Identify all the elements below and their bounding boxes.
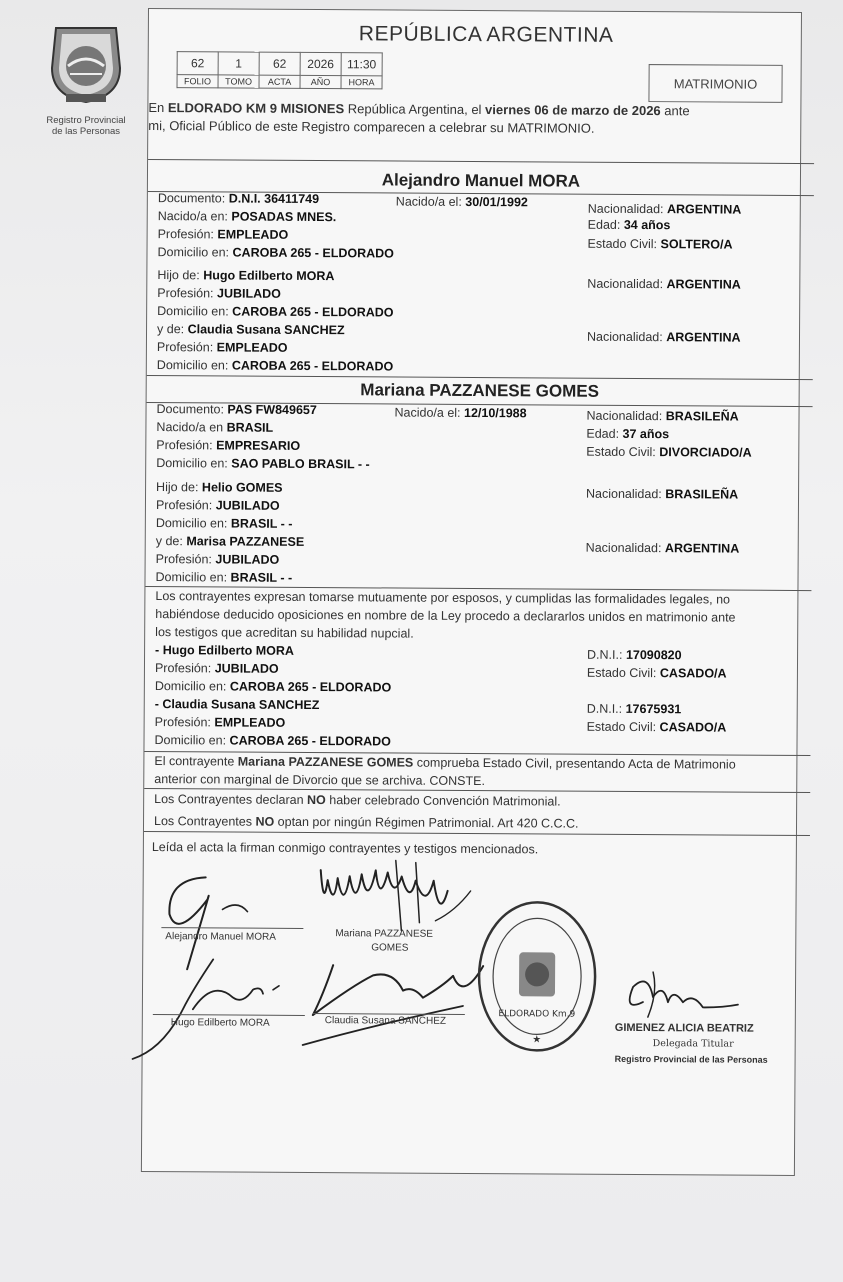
svg-text:★: ★ (532, 1034, 542, 1046)
spouse1-father-profession: Profesión: JUBILADO (157, 286, 281, 301)
signature-label-mariana: Mariana PAZZANESE (335, 928, 434, 940)
spouse2-profession: Profesión: EMPRESARIO (156, 438, 301, 453)
reading-note: Leída el acta la firman conmigo contrayentes y testigos mencionados. (151, 840, 539, 857)
spouse2-mother: y de: Marisa PAZZANESE (155, 534, 305, 549)
witness2-dni: D.N.I.: 17675931 (586, 701, 682, 717)
signature-label-hugo: Hugo Edilberto MORA (170, 1017, 270, 1029)
signature-hugo (123, 949, 304, 1070)
anio-value: 2026 (300, 52, 341, 75)
spouse2-birthdate: Nacido/a el: 12/10/1988 (394, 405, 527, 421)
spouse1-civil-status: Estado Civil: SOLTERO/A (587, 236, 733, 252)
intro-text: En ELDORADO KM 9 MISIONES República Argentina, el viernes 06 de marzo de 2026 ante mi, Oficial Público de este Registro comparecen a celebrar su MATRIMONIO. (148, 100, 690, 136)
registry-logo (40, 22, 132, 137)
document-title: REPÚBLICA ARGENTINA (358, 22, 614, 47)
spouse1-mother-profession: Profesión: EMPLEADO (156, 340, 288, 355)
witness1-dni: D.N.I.: 17090820 (587, 647, 682, 663)
marriage-certificate (141, 8, 802, 1176)
spouse2-birthplace: Nacido/a en BRASIL (156, 420, 274, 435)
witness2-address: Domicilio en: CAROBA 265 - ELDORADO (154, 733, 391, 749)
spouse2-father: Hijo de: Helio GOMES (156, 480, 283, 495)
spouse2-father-profession: Profesión: JUBILADO (155, 498, 280, 513)
witness1-name: - Hugo Edilberto MORA (155, 643, 294, 658)
spouse1-father-nationality: Nacionalidad: ARGENTINA (587, 276, 741, 292)
spouse2-father-nationality: Nacionalidad: BRASILEÑA (585, 486, 739, 502)
spouse2-civil-status: Estado Civil: DIVORCIADO/A (586, 444, 752, 460)
anio-label: AÑO (300, 75, 341, 88)
spouse2-father-address: Domicilio en: BRASIL - - (155, 516, 293, 531)
tomo-value: 1 (218, 52, 259, 75)
spouse1-birthplace: Nacido/a en: POSADAS MNES. (157, 209, 337, 225)
folio-label: FOLIO (177, 75, 218, 88)
folio-value: 62 (177, 52, 218, 75)
spouse1-address: Domicilio en: CAROBA 265 - ELDORADO (157, 245, 394, 261)
spouse1-nationality: Nacionalidad: ARGENTINA (587, 201, 742, 217)
officer-role: Delegada Titular (652, 1038, 734, 1050)
official-stamp (473, 896, 602, 1057)
witness2-name: - Claudia Susana SANCHEZ (154, 697, 320, 713)
hora-value: 11:30 (341, 53, 382, 76)
witness1-profession: Profesión: JUBILADO (154, 661, 279, 676)
spouse2-nationality: Nacionalidad: BRASILEÑA (586, 408, 739, 424)
acta-value: 62 (259, 52, 300, 75)
spouse2-address: Domicilio en: SAO PABLO BRASIL - - (156, 456, 370, 472)
spouse1-mother: y de: Claudia Susana SANCHEZ (156, 322, 345, 338)
officer-name: GIMENEZ ALICIA BEATRIZ (614, 1021, 754, 1035)
spouse2-mother-address: Domicilio en: BRASIL - - (155, 570, 293, 585)
logo-caption: Registro Provincial de las Personas (46, 115, 126, 137)
province-seal-icon (46, 22, 126, 106)
spouse1-father-address: Domicilio en: CAROBA 265 - ELDORADO (157, 304, 394, 320)
witness1-civil-status: Estado Civil: CASADO/A (586, 665, 727, 681)
acta-label: ACTA (259, 75, 300, 88)
convention-note: Los Contrayentes declaran NO haber celebrado Convención Matrimonial. (154, 792, 561, 809)
spouse2-age: Edad: 37 años (586, 426, 670, 442)
spouse1-profession: Profesión: EMPLEADO (157, 227, 289, 242)
witness2-profession: Profesión: EMPLEADO (154, 715, 286, 730)
witness1-address: Domicilio en: CAROBA 265 - ELDORADO (154, 679, 392, 695)
spouse1-birthdate: Nacido/a el: 30/01/1992 (395, 194, 528, 210)
hora-label: HORA (341, 76, 382, 89)
spouse2-mother-nationality: Nacionalidad: ARGENTINA (585, 540, 740, 556)
spouse2-mother-profession: Profesión: JUBILADO (155, 552, 280, 567)
spouse2-name: Mariana PAZZANESE GOMES (360, 380, 600, 401)
spouse1-age: Edad: 34 años (587, 217, 671, 233)
divider (148, 159, 814, 164)
signature-label-alejandro: Alejandro Manuel MORA (165, 931, 276, 943)
svg-text:ELDORADO Km.9: ELDORADO Km.9 (498, 1009, 576, 1020)
signature-claudia (293, 945, 494, 1056)
officer-org: Registro Provincial de las Personas (614, 1053, 768, 1065)
spouse2-document: Documento: PAS FW849657 (156, 402, 317, 418)
spouse1-document: Documento: D.N.I. 36411749 (157, 191, 320, 207)
act-type-box: MATRIMONIO (648, 64, 782, 103)
tomo-label: TOMO (218, 75, 259, 88)
spouse1-name: Alejandro Manuel MORA (381, 170, 581, 191)
signature-label-claudia: Claudia Susana SANCHEZ (324, 1015, 447, 1027)
spouse1-father: Hijo de: Hugo Edilberto MORA (157, 268, 335, 284)
declaration-text: Los contrayentes expresan tomarse mutuamente por esposos, y cumplidas las formalidades legales, no habiéndose deducido oposiciones en nombre de la Ley procedo a declararlos unidos en matrimonio ante los testigos que acreditan su habilidad nupcial. (155, 589, 736, 641)
spouse1-mother-nationality: Nacionalidad: ARGENTINA (586, 329, 741, 345)
spouse1-mother-address: Domicilio en: CAROBA 265 - ELDORADO (156, 358, 394, 374)
witness2-civil-status: Estado Civil: CASADO/A (586, 719, 727, 735)
reference-table (177, 51, 383, 89)
civil-status-note: El contrayente Mariana PAZZANESE GOMES comprueba Estado Civil, presentando Acta de Matrimonio anterior con marginal de Divorcio que se archiva. CONSTE. (154, 754, 736, 789)
signature-label-mariana-2: GOMES (371, 942, 409, 954)
regime-note: Los Contrayentes NO optan por ningún Régimen Patrimonial. Art 420 C.C.C. (153, 814, 579, 831)
